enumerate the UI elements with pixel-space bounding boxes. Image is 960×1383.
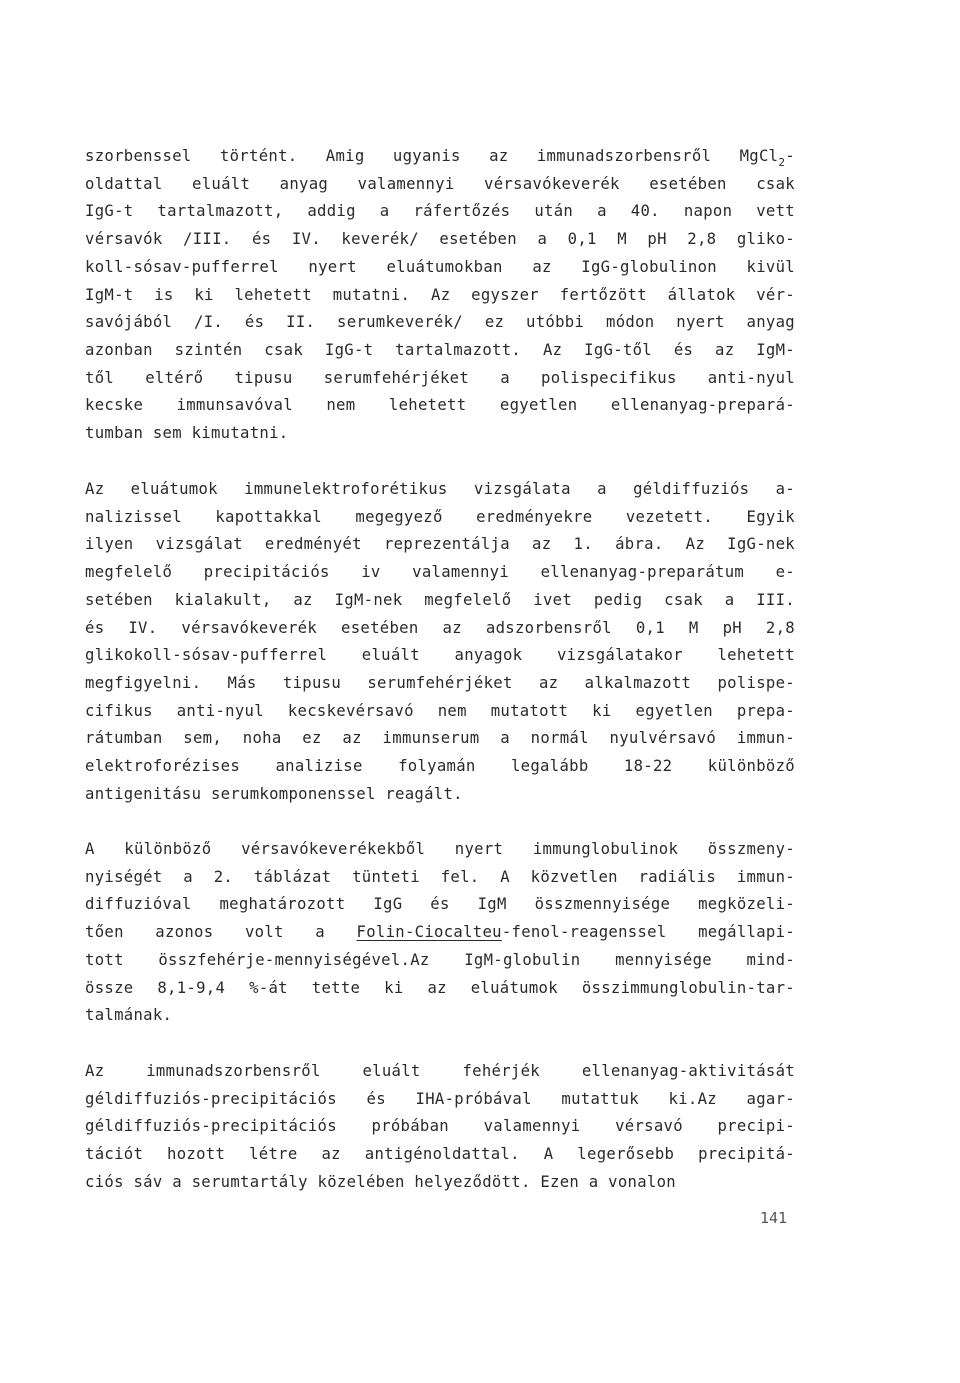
text-line: azonban szintén csak IgG-t tartalmazott. Az IgG-től és az IgM- [85,340,795,359]
text-line: ilyen vizsgálat eredményét reprezentálja az 1. ábra. Az IgG-nek [85,535,795,554]
text-line: setében kialakult, az IgM-nek megfelelő ivet pedig csak a III. [85,590,795,609]
text-line: megfigyelni. Más tipusu serumfehérjéket az alkalmazott polispe- [85,673,795,692]
text-line: cifikus anti-nyul kecskevérsavó nem mutatott ki egyetlen prepa- [85,701,795,720]
text-line: antigenitásu serumkomponenssel reagált. [85,784,463,803]
text-line: diffuzióval meghatározott IgG és IgM összmennyisége megközeli- [85,895,795,914]
text-line [85,922,795,942]
text-segment: tően azonos volt a [85,923,357,942]
text-segment: -fenol-reagenssel megállapi- [501,923,795,942]
text-line: géldiffuziós-precipitációs és IHA-próbával mutattuk ki.Az agar- [85,1089,795,1108]
text-line: talmának. [85,1006,173,1025]
text-line: A különböző vérsavókeverékekből nyert immunglobulinok összmeny- [85,840,795,858]
text-line: kecske immunsavóval nem lehetett egyetlen ellenanyag-prepará- [85,396,795,415]
underlined-term: Folin-Ciocalteu [356,923,502,942]
text-line: Az eluátumok immunelektroforétikus vizsgálata a géldiffuziós a- [85,480,795,498]
text-line: rátumban sem, noha ez az immunserum a normál nyulvérsavó immun- [85,729,795,748]
text-line: től eltérő tipusu serumfehérjéket a polispecifikus anti-nyul [85,368,795,387]
text-line: oldattal eluált anyag valamennyi vérsavókeverék esetében csak [85,174,795,193]
text-line: vérsavók /III. és IV. keverék/ esetében a 0,1 M pH 2,8 gliko- [85,230,795,249]
text-line: tációt hozott létre az antigénoldattal. A legerősebb precipitá- [85,1145,795,1164]
text-line: nalizissel kapottakkal megegyező eredményekre vezetett. Egyik [85,507,795,526]
text-line: megfelelő precipitációs iv valamennyi ellenanyag-preparátum e- [85,563,795,582]
text-line: géldiffuziós-precipitációs próbában valamennyi vérsavó precipi- [85,1117,795,1136]
text-line: tott összfehérje-mennyiségével.Az IgM-globulin mennyisége mind- [85,950,795,969]
subscript: 2 [778,156,786,166]
text-segment: - [785,147,795,165]
text-line: elektroforézises analizise folyamán legalább 18-22 különböző [85,757,795,775]
text-line: koll-sósav-pufferrel nyert eluátumokban az IgG-globulinon kivül [85,257,795,276]
text-line: és IV. vérsavókeverék esetében az adszorbensről 0,1 M pH 2,8 [85,618,795,637]
text-line: ciós sáv a serumtartály közelében helyeződött. Ezen a vonalon [85,1172,676,1191]
text-segment: szorbenssel történt. Amig ugyanis az immunadszorbensről MgCl [85,147,779,165]
text-line [85,146,795,166]
text-line: IgG-t tartalmazott, addig a ráfertőzés után a 40. napon vett [85,202,795,221]
text-line: IgM-t is ki lehetett mutatni. Az egyszer fertőzött állatok vér- [85,285,795,304]
text-line: glikokoll-sósav-pufferrel eluált anyagok vizsgálatakor lehetett [85,646,795,665]
text-line: össze 8,1-9,4 %-át tette ki az eluátumok összimmunglobulin-tar- [85,978,795,997]
text-line: tumban sem kimutatni. [85,424,289,442]
page-number: 141 [760,1209,788,1227]
text-line: savójából /I. és II. serumkeverék/ ez utóbbi módon nyert anyag [85,313,795,332]
text-line: nyiségét a 2. táblázat tünteti fel. A közvetlen radiális immun- [85,867,795,886]
text-line: Az immunadszorbensről eluált fehérjék ellenanyag-aktivitását [85,1062,795,1080]
